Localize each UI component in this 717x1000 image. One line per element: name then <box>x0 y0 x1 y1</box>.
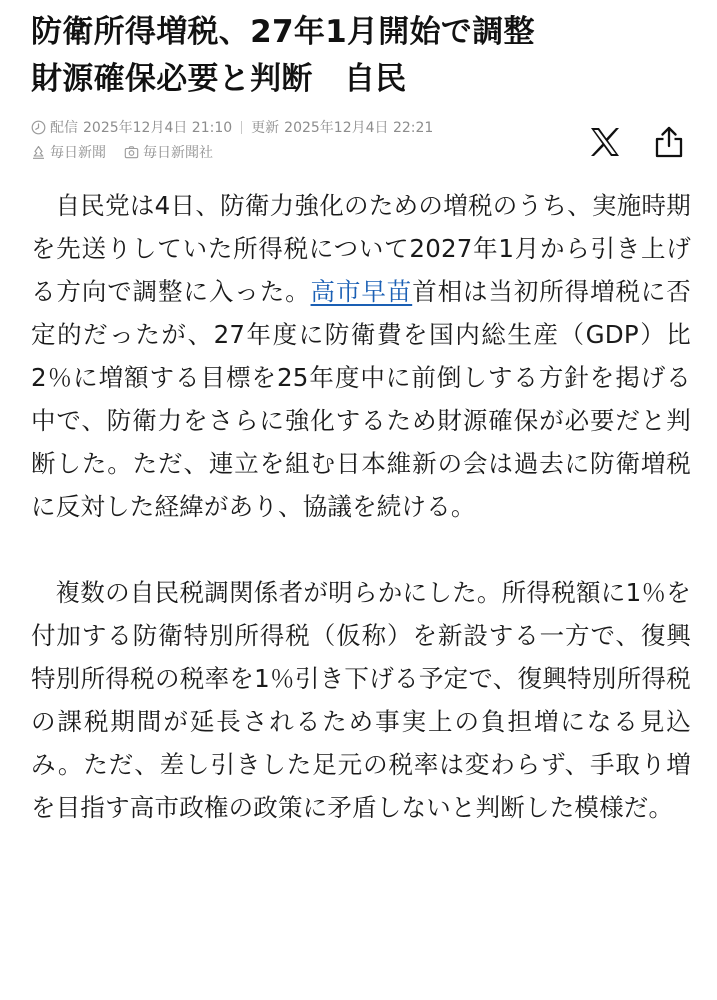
provider-icon <box>31 145 46 160</box>
paragraph-1-text-a: 自民党は4日、防衛力強化のための増税のうち、実施時期を先送りしていた所得税について2027年1月から引き上げる方向で調整に入った。 <box>31 191 691 306</box>
updated-time: 2025年12月4日 22:21 <box>284 120 434 136</box>
published-time: 2025年12月4日 21:10 <box>83 120 233 136</box>
x-logo-icon <box>589 127 621 157</box>
headline <box>31 0 691 103</box>
published-label: 配信 <box>50 120 78 136</box>
headline-line-2: 財源確保必要と判断 自民 <box>31 61 407 97</box>
share-x-button[interactable] <box>585 122 625 162</box>
share-button[interactable] <box>649 122 689 162</box>
meta-divider <box>241 121 242 134</box>
copyright-holder: 毎日新聞社 <box>143 145 213 161</box>
clock-icon <box>31 120 46 135</box>
article-body <box>31 184 691 829</box>
article-paragraph-2: 複数の自民税調関係者が明らかにした。所得税額に1％を付加する防衛特別所得税（仮称）を新設する一方で、復興特別所得税の税率を1％引き下げる予定で、復興特別所得税の課税期間が延長されるため事実上の負担増になる見込み。ただ、差し引きした足元の税率は変わらず、手取り増を目指す高市政権の政策に矛盾しないと判断した模様だ。 <box>31 578 691 822</box>
person-link[interactable]: 高市早苗 <box>310 277 413 306</box>
headline-line-1: 防衛所得増税、27年1月開始で調整 <box>31 14 535 50</box>
article-paragraph-1 <box>31 184 691 528</box>
share-icon <box>654 126 684 158</box>
camera-icon <box>124 145 139 160</box>
share-buttons <box>585 122 689 162</box>
provider-name: 毎日新聞 <box>50 145 106 161</box>
updated-label: 更新 <box>251 120 280 136</box>
paragraph-1-text-b: 首相は当初所得増税に否定的だったが、27年度に防衛費を国内総生産（GDP）比2％に増額する目標を25年度中に前倒しする方針を掲げる中で、防衛力をさらに強化するため財源確保が必要だと判断した。ただ、連立を組む日本維新の会は過去に防衛増税に反対した経緯があり、協議を続ける。 <box>31 277 691 521</box>
article-meta <box>31 116 691 168</box>
